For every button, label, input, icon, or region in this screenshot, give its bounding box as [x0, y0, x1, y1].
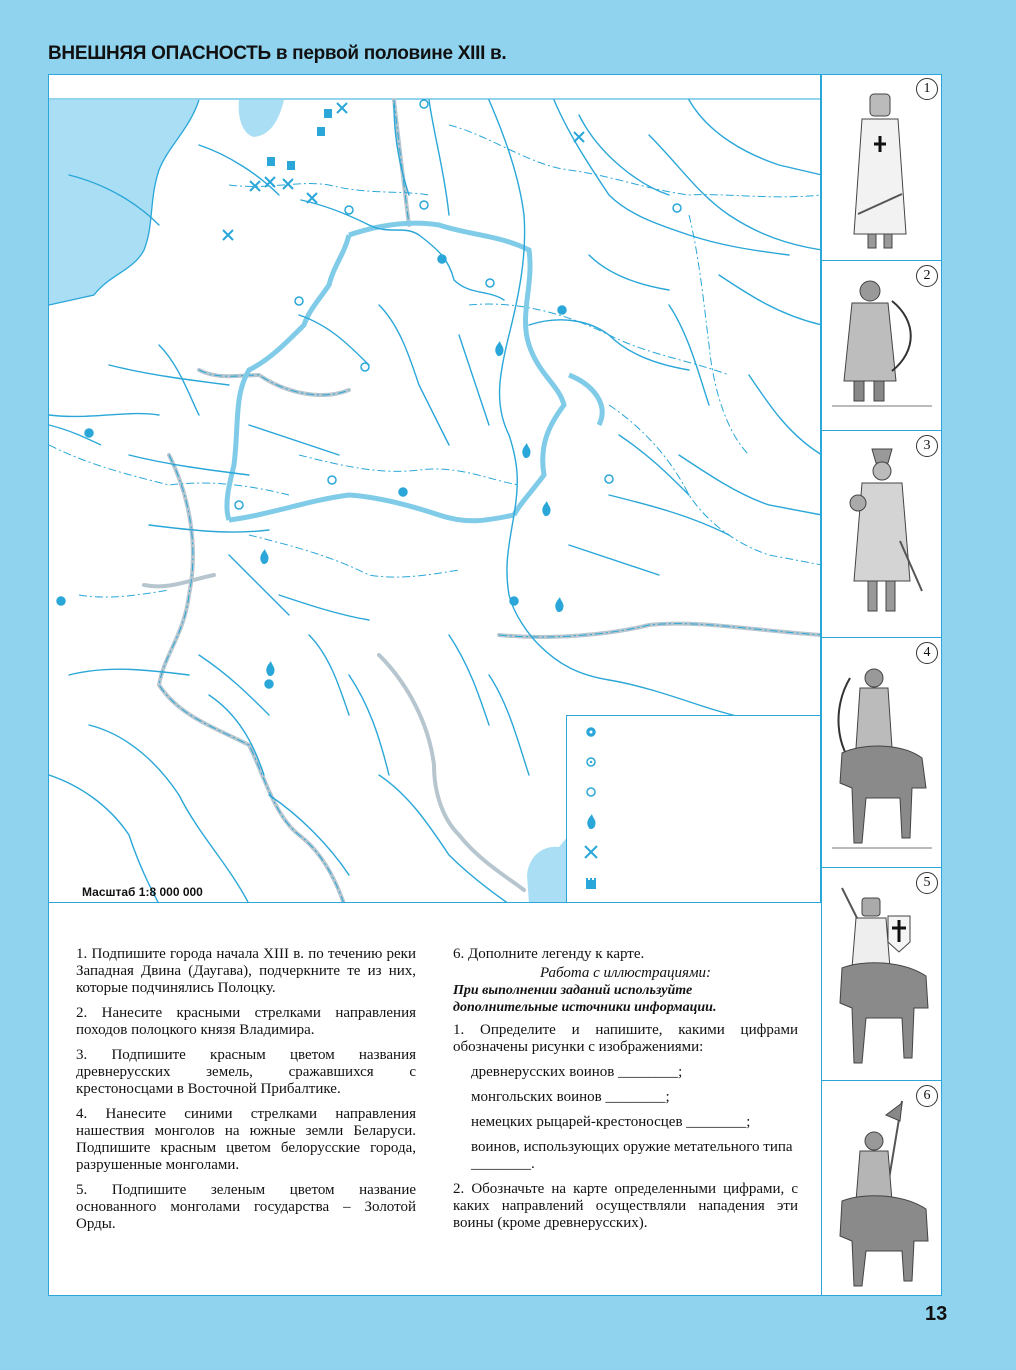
- figure-1: [821, 74, 942, 261]
- city-filled-icon: [510, 597, 518, 605]
- flame-icon: [266, 661, 274, 676]
- city-dot-icon: [605, 475, 613, 483]
- flame-icon: [581, 812, 601, 832]
- city-dot-icon: [295, 297, 303, 305]
- blank-line[interactable]: немецких рыцарей-крестоносцев ________;: [471, 1114, 751, 1130]
- figure-number: 3: [916, 435, 938, 457]
- castle-icon: [287, 161, 295, 170]
- crossed-swords-icon: [223, 230, 233, 240]
- figure-number: 2: [916, 265, 938, 287]
- city-filled-icon: [57, 597, 65, 605]
- figure-5: [821, 868, 942, 1081]
- page-number: 13: [925, 1303, 948, 1325]
- crusader-horseman-icon: [822, 868, 943, 1081]
- figure-number: 4: [916, 642, 938, 664]
- castle-icon: [324, 109, 332, 118]
- blank-line[interactable]: воинов, использующих оружие метательного типа ________.: [471, 1139, 793, 1172]
- illustrations-note: При выполнении заданий используйте дополнительные источники информации.: [453, 983, 717, 1015]
- warrior-horseman-icon: [822, 1081, 943, 1296]
- city-empty-icon: [420, 201, 428, 209]
- city-dot-icon: [235, 501, 243, 509]
- baltic-sea: [49, 100, 199, 305]
- task-2: 2. Нанесите красными стрелками направления походов полоцкого князя Владимира.: [76, 1005, 416, 1038]
- city-filled-icon: [581, 722, 601, 742]
- figure-number: 5: [916, 872, 938, 894]
- task-5: 5. Подпишите зеленым цветом название основанного монголами государства – Золотой Орды.: [76, 1182, 416, 1232]
- city-empty-icon: [486, 279, 494, 287]
- castle-icon: [581, 872, 601, 892]
- crossed-swords-icon: [581, 842, 601, 862]
- map-legend: [566, 715, 821, 903]
- page-title: ВНЕШНЯЯ ОПАСНОСТЬ в первой половине XIII в.: [48, 43, 507, 64]
- city-filled-icon: [438, 255, 446, 263]
- crossed-swords-icon: [283, 179, 293, 189]
- city-empty-icon: [581, 782, 601, 802]
- legend-row: [581, 722, 821, 744]
- mongol-horseman-icon: [822, 638, 943, 868]
- flame-icon: [495, 341, 503, 356]
- question-2: 2. Обозначьте на карте определенными цифрами, с каких направлений осуществляли нападения эти воины (кроме древнерусских).: [453, 1181, 798, 1231]
- city-filled-icon: [558, 306, 566, 314]
- city-dot-icon: [328, 476, 336, 484]
- figure-number: 1: [916, 78, 938, 100]
- russian-warrior-icon: [822, 431, 943, 638]
- city-filled-icon: [85, 429, 93, 437]
- castle-icon: [317, 127, 325, 136]
- figure-6: [821, 1081, 942, 1296]
- task-6: 6. Дополните легенду к карте.: [453, 946, 645, 962]
- legend-row: [581, 752, 821, 774]
- figure-3: [821, 431, 942, 638]
- gulf-of-riga: [239, 100, 284, 137]
- castle-icon: [267, 157, 275, 166]
- question-1: 1. Определите и напишите, какими цифрами обозначены рисунки с изображениями:: [453, 1022, 798, 1055]
- knight-crusader-icon: [822, 74, 943, 261]
- figure-2: [821, 261, 942, 431]
- legend-row: [581, 782, 821, 804]
- tasks-right: [453, 946, 798, 1240]
- city-dot-icon: [581, 752, 601, 772]
- legend-row: [581, 872, 821, 894]
- figure-4: [821, 638, 942, 868]
- crossed-swords-icon: [337, 103, 347, 113]
- city-dot-icon: [345, 206, 353, 214]
- legend-row: [581, 812, 821, 834]
- figure-number: 6: [916, 1085, 938, 1107]
- flame-icon: [522, 443, 530, 458]
- task-3: 3. Подпишите красным цветом названия древнерусских земель, сражавшихся с крестоносцами в Восточной Прибалтике.: [76, 1047, 416, 1097]
- blank-line[interactable]: монгольских воинов ________;: [471, 1089, 670, 1105]
- task-1: 1. Подпишите города начала XIII в. по течению реки Западная Двина (Даугава), подчеркните те из них, которые подчинялись Полоцку.: [76, 946, 416, 996]
- black-sea: [527, 835, 569, 903]
- crossed-swords-icon: [265, 177, 275, 187]
- tasks-left: [76, 946, 416, 1241]
- map[interactable]: [48, 74, 821, 903]
- city-dot-icon: [361, 363, 369, 371]
- flame-icon: [260, 549, 268, 564]
- city-dot-icon: [420, 100, 428, 108]
- city-filled-icon: [399, 488, 407, 496]
- blank-line[interactable]: древнерусских воинов ________;: [471, 1064, 683, 1080]
- crossed-swords-icon: [307, 193, 317, 203]
- city-empty-icon: [673, 204, 681, 212]
- city-filled-icon: [265, 680, 273, 688]
- legend-row: [581, 842, 821, 864]
- task-4: 4. Нанесите синими стрелками направления нашествия монголов на южные земли Беларуси. Подпишите красным цветом белорусские города, разрушенные монголами.: [76, 1106, 416, 1173]
- flame-icon: [555, 597, 563, 612]
- flame-icon: [542, 501, 550, 516]
- map-scale: Масштаб 1:8 000 000: [82, 885, 203, 899]
- illustrations-heading: Работа с иллюстрациями:: [539, 965, 712, 981]
- crossed-swords-icon: [574, 132, 584, 142]
